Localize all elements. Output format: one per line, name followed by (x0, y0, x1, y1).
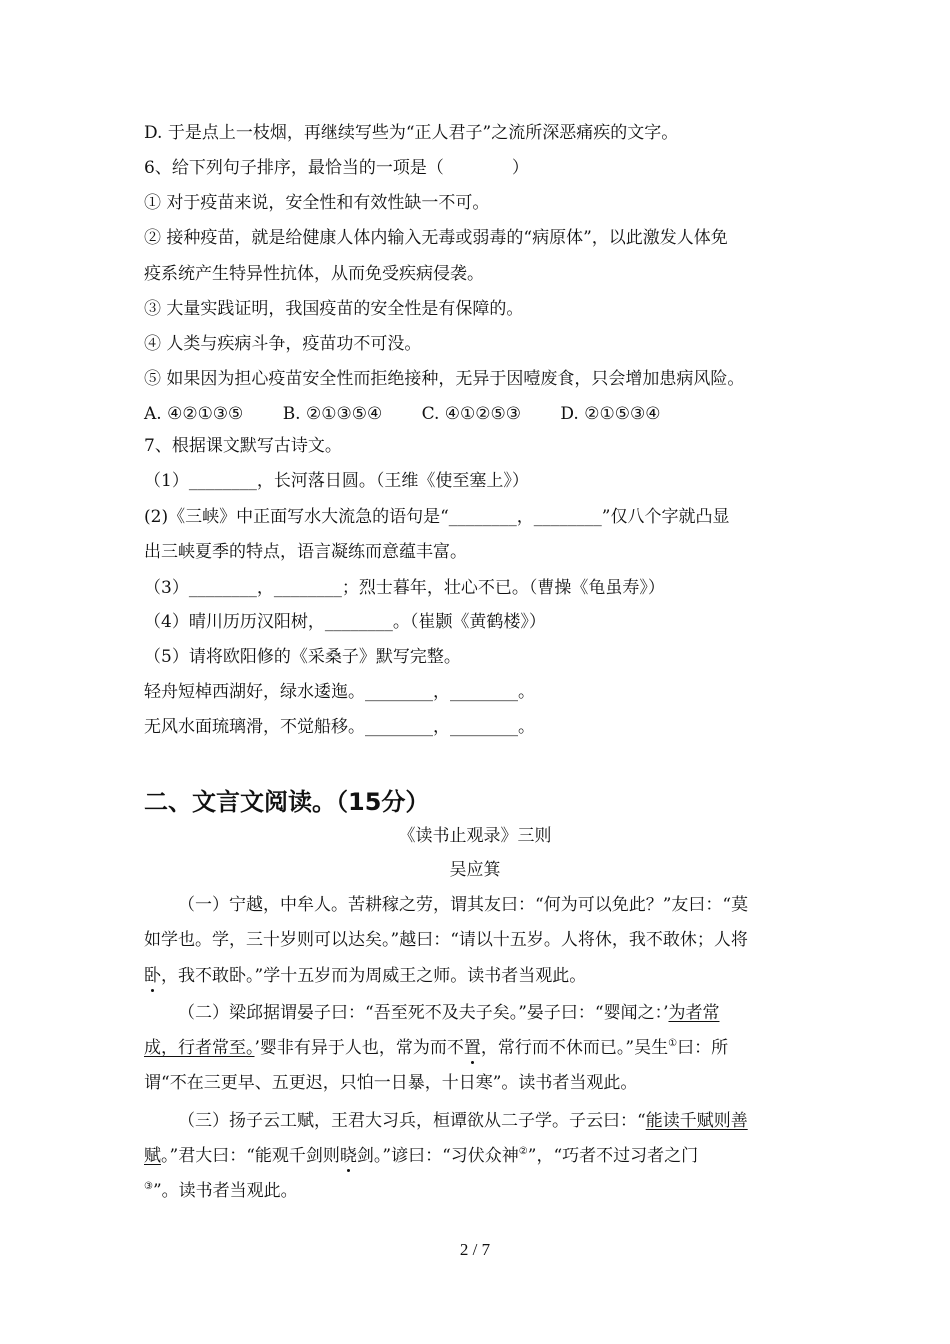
footnote-marker: ② (518, 1146, 528, 1157)
q6-stem: 6、给下列句子排序，最恰当的一项是（ ） (144, 158, 529, 178)
para3-line-3: ③”。读书者当观此。 (144, 1181, 298, 1201)
underlined-phrase: 为者常 (668, 1003, 720, 1023)
footnote-marker: ③ (144, 1181, 153, 1192)
q7-part-2-line-1: (2)《三峡》中正面写水大流急的语句是“________，________”仅八个字就凸显 (144, 507, 730, 527)
underlined-phrase: 成，行者常至。 (144, 1038, 255, 1058)
q6-options: A. ④②①③⑤ B. ②①③⑤④ C. ④①②⑤③ D. ②①⑤③④ (144, 404, 661, 424)
q7-part-4: （4）晴川历历汉阳树，________。（崔颢《黄鹤楼》） (144, 612, 546, 632)
section-heading: 二、文言文阅读。（15分） (144, 788, 430, 816)
q7-stem: 7、根据课文默写古诗文。 (144, 436, 342, 456)
para2-line-2: 成，行者常至。’婴非有异于人也，常为而不置，常行而不休而已。”吴生①曰：所 (144, 1038, 729, 1058)
q6-sentence-1: ① 对于疫苗来说，安全性和有效性缺一不可。 (144, 193, 490, 213)
para2-line-3: 谓“不在三更早、五更迟，只怕一日暴，十日寒”。读书者当观此。 (144, 1073, 638, 1093)
page-number: 2 / 7 (459, 1240, 491, 1259)
footnote-marker: ① (668, 1038, 678, 1049)
q7-part-5: （5）请将欧阳修的《采桑子》默写完整。 (144, 647, 461, 667)
para3-line-1: （三）扬子云工赋，王君大习兵，桓谭欲从二子学。子云曰：“能读千赋则善 (178, 1111, 748, 1131)
dotted-char: 晓 (339, 1146, 357, 1166)
para1-line-2: 如学也。学，三十岁则可以达矣。”越曰：“请以十五岁。人将休，我不敢休；人将 (144, 930, 748, 950)
q7-part-3: （3）________，________；烈士暮年，壮心不已。（曹操《龟虽寿》） (144, 578, 665, 598)
q7-part-5-line-1: 轻舟短棹西湖好，绿水逶迤。________，________。 (144, 682, 535, 702)
q6-sentence-5: ⑤ 如果因为担心疫苗安全性而拒绝接种，无异于因噎废食，只会增加患病风险。 (144, 369, 745, 389)
para1-line-3: 卧，我不敢卧。”学十五岁而为周威王之师。读书者当观此。 (144, 966, 587, 986)
underlined-phrase: 赋 (144, 1146, 161, 1166)
para1-line-1: （一）宁越，中牟人。苦耕稼之劳，谓其友曰：“何为可以免此？”友曰：“莫 (178, 895, 749, 915)
underlined-phrase: 能读千赋则善 (645, 1111, 748, 1131)
q6-sentence-2-line-1: ② 接种疫苗，就是给健康人体内输入无毒或弱毒的“病原体”，以此激发人体免 (144, 228, 728, 248)
q6-sentence-2-line-2: 疫系统产生特异性抗体，从而免受疾病侵袭。 (144, 264, 484, 284)
dotted-char: 置 (463, 1038, 481, 1058)
q6-sentence-3: ③ 大量实践证明，我国疫苗的安全性是有保障的。 (144, 299, 524, 319)
q6-sentence-4: ④ 人类与疾病斗争，疫苗功不可没。 (144, 334, 422, 354)
dotted-char: 卧 (144, 966, 161, 986)
q5-option-d: D. 于是点上一枝烟，再继续写些为“正人君子”之流所深恶痛疾的文字。 (144, 123, 679, 143)
para2-line-1: （二）梁邱据谓晏子曰：“吾至死不及夫子矣。”晏子曰：“婴闻之：’为者常 (178, 1003, 720, 1023)
q7-part-2-line-2: 出三峡夏季的特点，语言凝练而意蕴丰富。 (144, 542, 467, 562)
q7-part-1: （1）________，长河落日圆。（王维《使至塞上》） (144, 471, 529, 491)
para3-line-2: 赋。”君大曰：“能观千剑则晓剑。”谚曰：“习伏众神②”，“巧者不过习者之门 (144, 1146, 699, 1166)
passage-author: 吴应箕 (449, 860, 501, 880)
q7-part-5-line-2: 无风水面琉璃滑，不觉船移。________，________。 (144, 717, 535, 737)
passage-title: 《读书止观录》三则 (398, 826, 552, 846)
